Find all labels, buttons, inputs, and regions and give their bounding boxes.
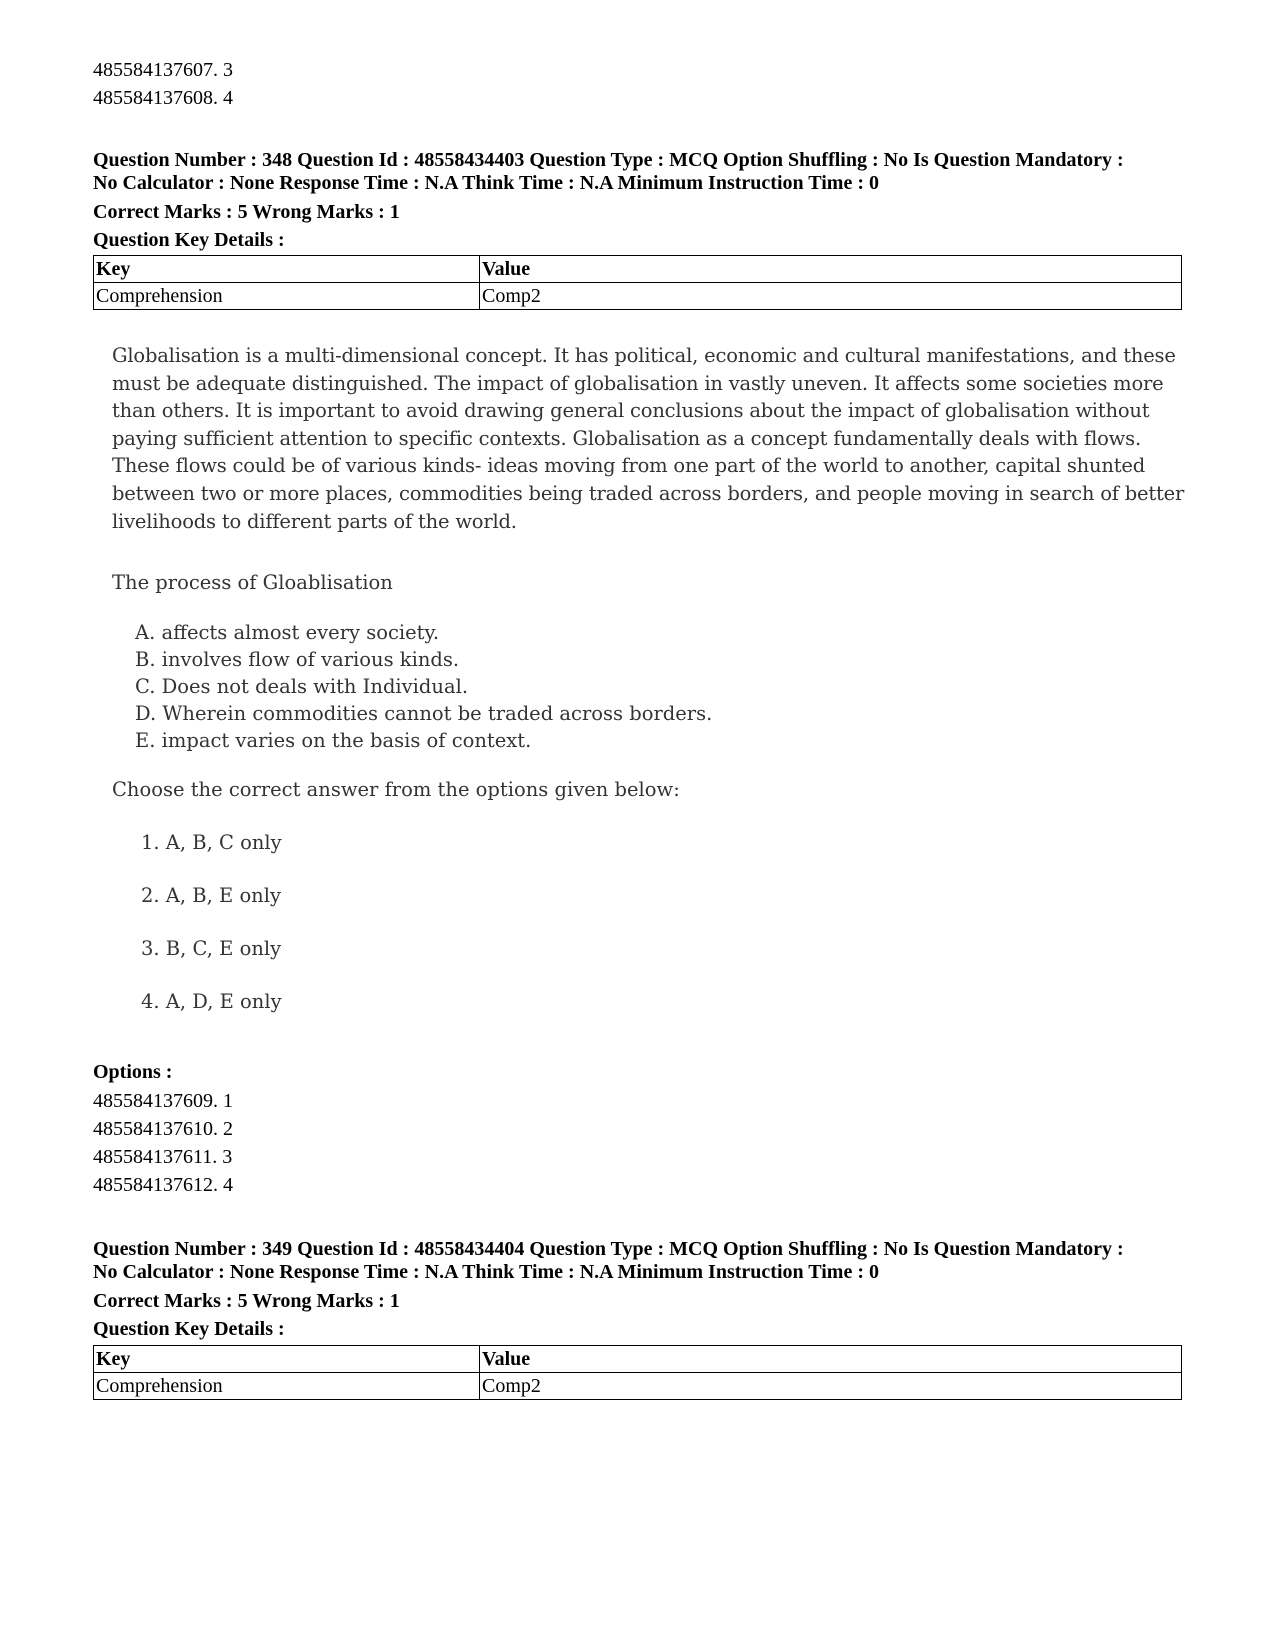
statement-b: B. involves flow of various kinds. [135, 648, 460, 671]
q349-key-details-label: Question Key Details : [93, 1318, 285, 1340]
passage-line: Globalisation is a multi-dimensional concept. It has political, economic and cultural manifestations, and these [112, 344, 1176, 367]
statement-a: A. affects almost every society. [135, 621, 440, 644]
prev-option-3: 485584137607. 3 [93, 59, 233, 81]
q349-meta-line2: No Calculator : None Response Time : N.A Think Time : N.A Minimum Instruction Time : 0 [93, 1261, 879, 1283]
q348-key-table [93, 255, 1182, 310]
passage-line: than others. It is important to avoid drawing general conclusions about the impact of globalisation without [112, 399, 1150, 423]
q348-key-details-label: Question Key Details : [93, 229, 285, 251]
q349-row-value: Comp2 [480, 1373, 1182, 1400]
q349-meta [93, 1238, 1203, 1284]
q348-key-table-row [94, 283, 1182, 310]
question-scan-image [93, 336, 1185, 1056]
choice-2: 2. A, B, E only [141, 884, 281, 907]
passage-line: must be adequate distinguished. The impact of globalisation in vastly uneven. It affects some societies more [112, 371, 1164, 395]
q348-header-value: Value [480, 256, 1182, 283]
q348-meta-line1: Question Number : 348 Question Id : 48558434403 Question Type : MCQ Option Shuffling : No Is Question Mandatory : [93, 149, 1124, 171]
passage-line: livelihoods to different parts of the world. [112, 509, 517, 533]
question-stem: The process of Gloablisation [112, 571, 393, 594]
q348-option-4: 485584137612. 4 [93, 1174, 233, 1196]
statement-e: E. impact varies on the basis of context. [135, 729, 532, 752]
q348-option-3: 485584137611. 3 [93, 1146, 233, 1168]
q349-key-table-row [94, 1373, 1182, 1400]
q349-key-table [93, 1345, 1182, 1400]
passage-line: between two or more places, commodities being traded across borders, and people moving in search of better [112, 481, 1185, 505]
q348-key-table-header [94, 256, 1182, 283]
q348-option-1: 485584137609. 1 [93, 1090, 233, 1112]
q348-marks: Correct Marks : 5 Wrong Marks : 1 [93, 201, 400, 223]
q348-meta-line2: No Calculator : None Response Time : N.A Think Time : N.A Minimum Instruction Time : 0 [93, 172, 879, 194]
statement-d: D. Wherein commodities cannot be traded across borders. [135, 702, 713, 725]
q348-row-value: Comp2 [480, 283, 1182, 310]
q349-marks: Correct Marks : 5 Wrong Marks : 1 [93, 1290, 400, 1312]
choice-1: 1. A, B, C only [141, 831, 282, 854]
q348-meta [93, 149, 1203, 195]
passage-line: paying sufficient attention to specific contexts. Globalisation as a concept fundamentally deals with flows. [112, 426, 1141, 450]
choice-4: 4. A, D, E only [141, 990, 282, 1013]
comprehension-passage [112, 342, 1185, 535]
q349-row-key: Comprehension [94, 1373, 480, 1400]
q348-row-key: Comprehension [94, 283, 480, 310]
q349-header-key: Key [94, 1346, 480, 1373]
q348-options-label: Options : [93, 1061, 173, 1083]
choice-3: 3. B, C, E only [141, 937, 282, 960]
answer-instruction: Choose the correct answer from the options given below: [112, 778, 680, 801]
prev-option-4: 485584137608. 4 [93, 87, 233, 109]
q349-key-table-header [94, 1346, 1182, 1373]
q349-meta-line1: Question Number : 349 Question Id : 48558434404 Question Type : MCQ Option Shuffling : No Is Question Mandatory : [93, 1238, 1124, 1260]
statement-c: C. Does not deals with Individual. [135, 675, 469, 698]
q348-header-key: Key [94, 256, 480, 283]
q349-header-value: Value [480, 1346, 1182, 1373]
q348-option-2: 485584137610. 2 [93, 1118, 233, 1140]
passage-line: These flows could be of various kinds- ideas moving from one part of the world to another, capital shunted [112, 454, 1146, 478]
